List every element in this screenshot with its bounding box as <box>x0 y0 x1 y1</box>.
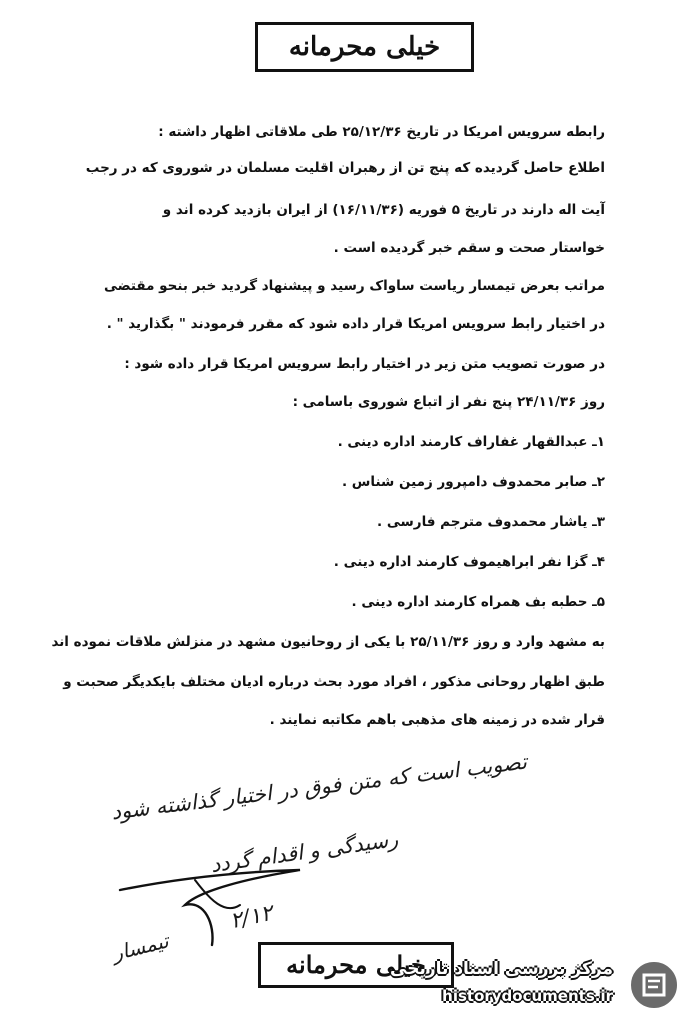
confidential-stamp-top: خیلی محرمانه <box>255 22 474 72</box>
archive-logo-icon <box>628 959 680 1011</box>
body-line-3: آیت اله دارند در تاریخ ۵ فوریه (۱۶/۱۱/۳۶) از ایران بازدید کرده اند و <box>162 202 605 218</box>
body-line-16: قرار شده در زمینه های مذهبی باهم مکاتبه نمایند . <box>269 712 605 728</box>
watermark-url: historydocuments.ir <box>442 987 613 1005</box>
handwritten-date: ۲/۱۲ <box>227 900 276 935</box>
handwritten-signature-name: تیمسار <box>109 928 171 966</box>
archive-watermark <box>388 955 688 1017</box>
body-line-2: اطلاع حاصل گردیده که پنج تن از رهبران اقلیت مسلمان در شوروی که در رجب <box>85 160 605 176</box>
handwritten-note-line-2: رسیدگی و اقدام گردد <box>209 826 400 878</box>
list-item-3: ۳ـ یاشار محمدوف مترجم فارسی . <box>377 514 605 530</box>
body-line-14: به مشهد وارد و روز ۲۵/۱۱/۳۶ با یکی از روحانیون مشهد در منزلش ملاقات نموده اند <box>51 634 605 650</box>
body-line-6: در اختیار رابط سرویس امریکا قرار داده شود که مقرر فرمودند " بگذارید " . <box>106 316 605 332</box>
body-line-1: رابطه سرویس امریکا در تاریخ ۲۵/۱۲/۳۶ طی ملاقاتی اظهار داشته : <box>158 124 605 140</box>
signature-flourish <box>195 880 240 908</box>
confidential-stamp-bottom: خیلی محرمانه <box>258 942 454 988</box>
body-line-15: طبق اظهار روحانی مذکور ، افراد مورد بحث درباره ادیان مختلف بایکدیگر صحبت و <box>63 674 605 690</box>
list-item-2: ۲ـ صابر محمدوف دامپرور زمین شناس . <box>341 474 605 490</box>
list-item-5: ۵ـ حطبه بف همراه کارمند اداره دینی . <box>351 594 605 610</box>
body-line-5: مراتب بعرض تیمسار ریاست ساواک رسید و پیشنهاد گردید خبر بنحو مقتضی <box>103 278 605 294</box>
list-item-4: ۴ـ گزا نفر ابراهیموف کارمند اداره دینی . <box>333 554 605 570</box>
body-line-4: خواستار صحت و سقم خبر گردیده است . <box>333 240 605 256</box>
body-line-8: روز ۲۴/۱۱/۳۶ پنج نفر از اتباع شوروی باسامی : <box>292 394 605 410</box>
list-item-1: ۱ـ عبدالقهار غفاراف کارمند اداره دینی . <box>337 434 605 450</box>
handwritten-note-line-1: تصویب است که متن فوق در اختیار گذاشته شود <box>110 749 529 825</box>
watermark-title: مرکز بررسی اسناد تاریخی <box>390 959 613 979</box>
body-line-7: در صورت تصویب متن زیر در اختیار رابط سرویس امریکا قرار داده شود : <box>124 356 605 372</box>
